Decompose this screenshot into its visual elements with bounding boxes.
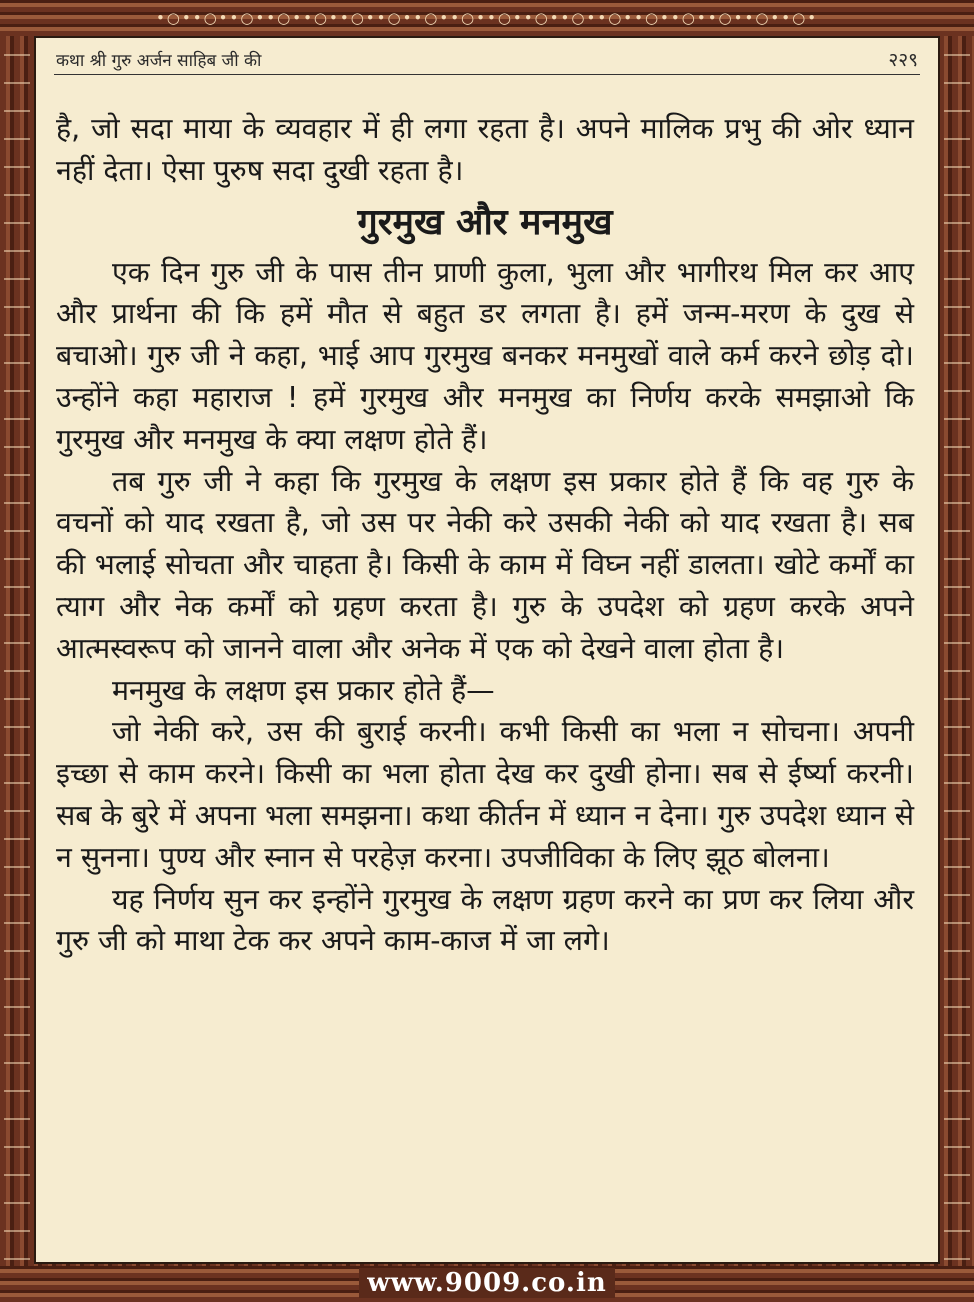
running-title: कथा श्री गुरु अर्जन साहिब जी की — [56, 51, 262, 71]
frame-top-ornament: •○••○••○••○••○••○••○••○••○••○••○••○••○••○••○••○••○••○• — [155, 9, 819, 27]
paragraph-3: मनमुख के लक्षण इस प्रकार होते हैं— — [112, 673, 495, 707]
page-number: २२९ — [888, 49, 918, 71]
paragraph-1: एक दिन गुरु जी के पास तीन प्राणी कुला, भुला और भागीरथ मिल कर आए और प्रार्थना की कि हमें मौत से बहुत डर लगता है। हमें जन्म-मरण के दुख से बचाओ। गुरु जी ने कहा, भाई आप गुरमुख बनकर मनमुखों वाले कर्म करने छोड़ दो। उन्होंने कहा महाराज ! हमें गुरमुख और मनमुख का निर्णय करके समझाओ कि गुरमुख और मनमुख के क्या लक्षण होते हैं। — [56, 255, 914, 456]
intro-paragraph: है, जो सदा माया के व्यवहार में ही लगा रहता है। अपने मालिक प्रभु की ओर ध्यान नहीं देता। ऐसा पुरुष सदा दुखी रहता है। — [56, 112, 914, 187]
website-footer — [0, 1268, 974, 1298]
paragraph-2: तब गुरु जी ने कहा कि गुरमुख के लक्षण इस प्रकार होते हैं कि वह गुरु के वचनों को याद रखता है, जो उस पर नेकी करे उसकी नेकी को याद रखता है। सब की भलाई सोचता और चाहता है। किसी के काम में विघ्न नहीं डालता। खोटे कर्मों का त्याग और नेक कर्मों को ग्रहण करता है। गुरु के उपदेश को ग्रहण करके अपने आत्मस्वरूप को जानने वाला और अनेक में एक को देखने वाला होता है। — [56, 464, 914, 665]
frame-right-ornament — [944, 40, 970, 1262]
paragraph-5: यह निर्णय सुन कर इन्होंने गुरमुख के लक्षण ग्रहण करने का प्रण कर लिया और गुरु जी को माथा टेक कर अपने काम-काज में जा लगे। — [56, 882, 914, 958]
website-link[interactable]: www.9009.co.in — [359, 1268, 615, 1298]
page-body — [56, 108, 914, 962]
page-header — [54, 44, 920, 75]
frame-left-ornament — [4, 40, 30, 1262]
section-heading: गुरमुख और मनमुख — [357, 201, 613, 243]
paragraph-4: जो नेकी करे, उस की बुराई करनी। कभी किसी का भला न सोचना। अपनी इच्छा से काम करने। किसी का भला होता देख कर दुखी होना। सब से ईर्ष्या करनी। सब के बुरे में अपना भला समझना। कथा कीर्तन में ध्यान न देना। गुरु उपदेश ध्यान से न सुनना। पुण्य और स्नान से परहेज़ करना। उपजीविका के लिए झूठ बोलना। — [56, 715, 914, 874]
book-page — [34, 36, 940, 1264]
